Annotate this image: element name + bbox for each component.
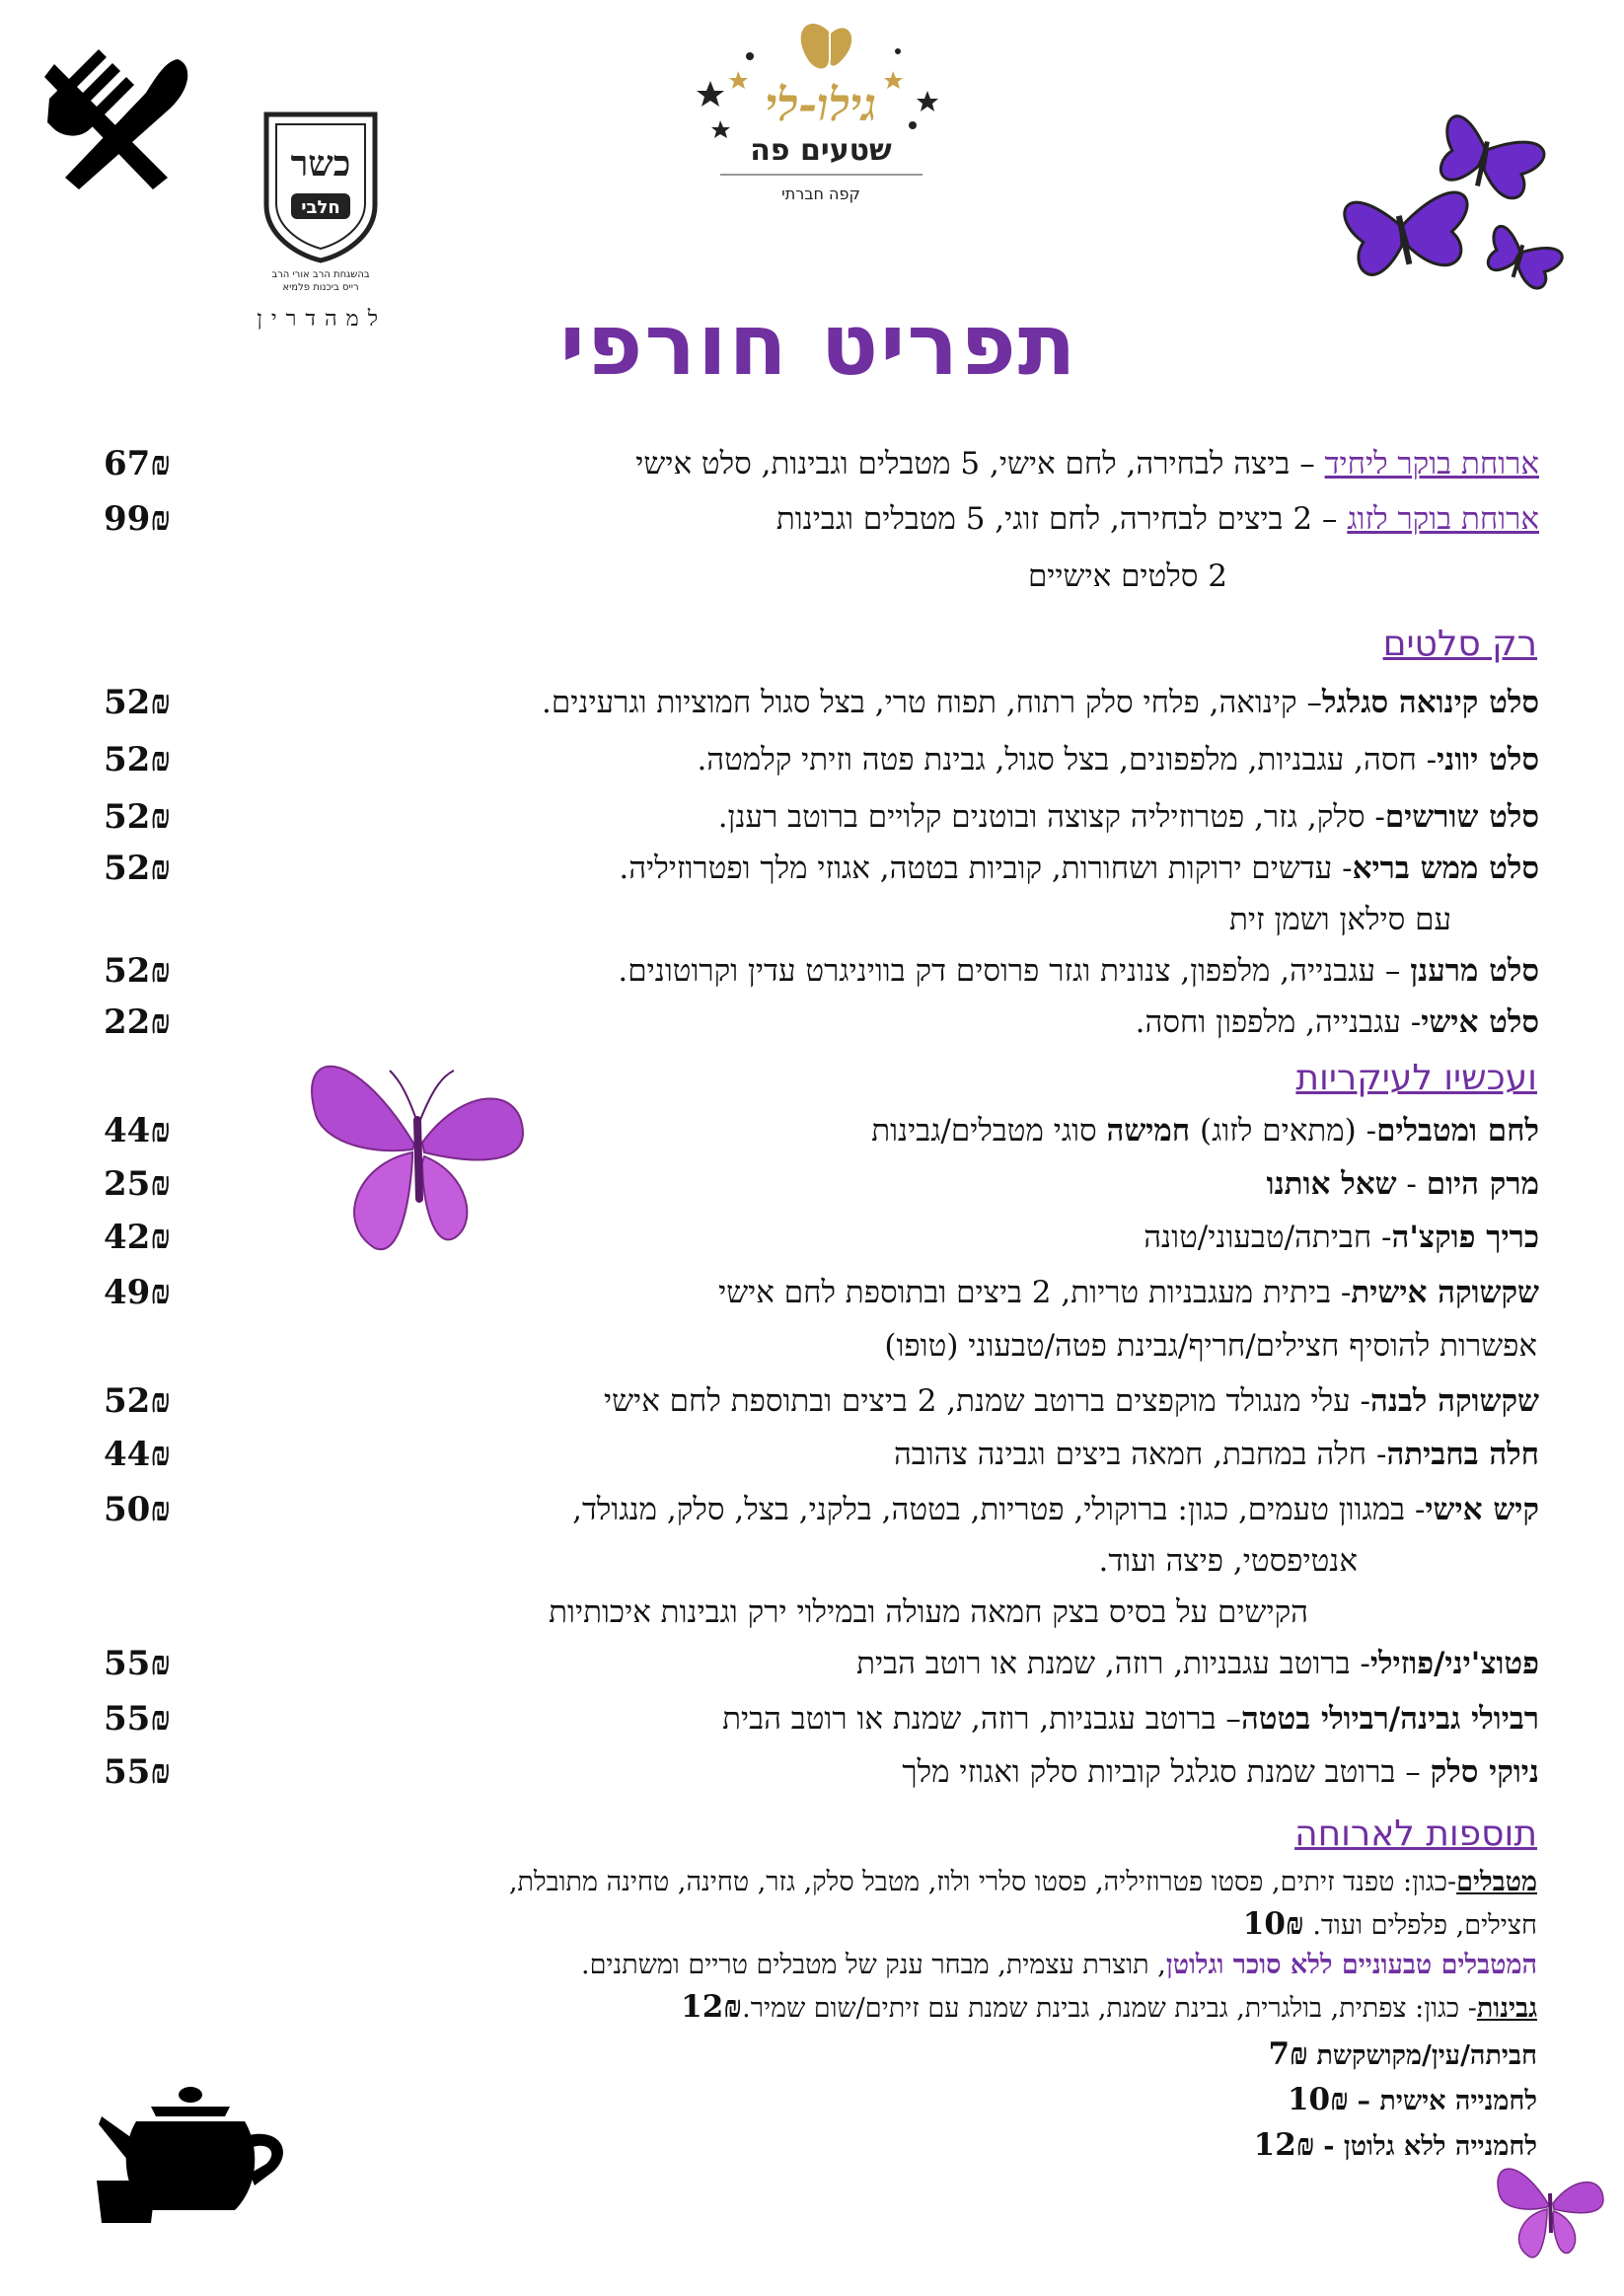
menu-item-breakfast-couple	[59, 497, 1539, 547]
item-continuation: אפשרות להוסיף חצילים/חריף/גבינת פטה/טבעוני (טופו)	[884, 1328, 1537, 1364]
kosher-caption: בהשגחת הרב אורי הרב רייס ביכנות פלמיא	[271, 269, 370, 293]
kosher-badge-icon	[257, 107, 385, 264]
menu-item: סלט ממש בריא- עדשים ירוקות ושחורות, קוביות בטטה, אגוזי מלך ופטרוזיליה. 52₪	[104, 849, 1539, 888]
item-desc: – 2 ביצים לבחירה, לחם זוגי, 5 מטבלים וגבינות	[775, 501, 1348, 537]
item-price: 67₪	[104, 444, 171, 483]
addon-dips-cont: חצילים, פלפלים ועוד. 10₪	[1242, 1906, 1537, 1942]
item-continuation: 2 סלטים אישיים	[1027, 558, 1227, 594]
addon-cheese: גבינות- כגון: צפתית, בולגרית, גבינת שמנת, גבינת שמנת עם זיתים/שום שמיר.12₪	[681, 1989, 1537, 2025]
svg-text:כשר: כשר	[290, 143, 351, 185]
item-continuation: אנטיפסטי, פיצה ועוד.	[1098, 1543, 1358, 1579]
cafe-logo	[691, 12, 952, 209]
menu-item: קיש אישי- במגוון טעמים, כגון: ברוקולי, פטריות, בטטה, בלקני, בצל, סלק, מנגולד, 50₪	[104, 1490, 1539, 1529]
butterflies-icon	[1302, 89, 1588, 316]
fork-knife-icon	[30, 30, 197, 197]
section-title-mains: ועכשיו לעיקריות	[1295, 1058, 1537, 1098]
menu-item: סלט מרענן – עגבנייה, מלפפון, צנונית וגזר פרוסים דק בוויניגרט עדין וקרוטונים. 52₪	[104, 951, 1539, 991]
item-name: ארוחת בוקר ליחיד	[1324, 446, 1539, 481]
item-price: 99₪	[104, 499, 171, 539]
menu-item-breakfast-single	[59, 442, 1539, 491]
addon-gf-roll: לחמנייה ללא גלוטן - 12₪	[1253, 2127, 1537, 2163]
item-desc: – ביצה לבחירה, לחם אישי, 5 מטבלים וגבינות, סלט אישי	[635, 446, 1325, 481]
section-title-addons: תוספות לארוחה	[1294, 1814, 1537, 1854]
addon-roll: לחמנייה אישית – 10₪	[1287, 2082, 1537, 2117]
svg-text:חלבי: חלבי	[301, 197, 340, 218]
menu-item: סלט שורשים- סלק, גזר, פטרוזיליה קצוצה ובוטנים קלויים ברוטב רענן. 52₪	[104, 797, 1539, 837]
menu-item: חלה בחביתה- חלה במחבת, חמאה ביצים וגבינה צהובה 44₪	[104, 1435, 1539, 1474]
svg-text:קפה חברתי: קפה חברתי	[781, 185, 860, 203]
menu-item: כריך פוקצ'ה- חביתה/טבעוני/טונה 42₪	[104, 1218, 1539, 1257]
svg-text:גילו-לי: גילו-לי	[765, 78, 877, 131]
menu-item: סלט אישי- עגבנייה, מלפפון וחסה. 22₪	[104, 1002, 1539, 1042]
svg-text:שטעים פה: שטעים פה	[750, 133, 892, 168]
addon-vegan-note: המטבלים טבעוניים ללא סוכר וגלוטן, תוצרת עצמית, מבחר ענק של מטבלים טריים ומשתנים.	[580, 1950, 1537, 1980]
kosher-signature: למהדרין	[257, 307, 387, 332]
item-note: הקישים על בסיס בצק חמאה מעולה ובמילוי ירק וגבינות איכותיות	[549, 1594, 1308, 1630]
menu-item: שקשוקה לבנה- עלי מנגולד מוקפצים ברוטב שמנת, 2 ביצים ובתוספת לחם אישי 52₪	[104, 1381, 1539, 1421]
menu-item: רביולי גבינה/רביולי בטטה– ברוטב עגבניות, רוזה, שמנת או רוטב הבית 55₪	[104, 1699, 1539, 1739]
addon-omelet: חביתה/עין/מקושקשת 7₪	[1268, 2037, 1537, 2072]
item-name: ארוחת בוקר לזוג	[1347, 501, 1539, 537]
item-continuation: עם סילאן ושמן זית	[1228, 902, 1451, 937]
addon-dips: מטבלים-כגון: טפנד זיתים, פסטו פטרוזיליה, פסטו סלרי ולוז, מטבל סלק, גזר, טחינה, טחינה מתובלת,	[508, 1867, 1537, 1897]
menu-item: מרק היום - שאל אותנו 25₪	[104, 1164, 1539, 1204]
section-title-salads: רק סלטים	[1382, 624, 1537, 664]
menu-item: שקשוקה אישית- ביתית מעגבניות טריות, 2 ביצים ובתוספת לחם אישי 49₪	[104, 1273, 1539, 1312]
menu-item: סלט קינואה סגלגל– קינואה, פלחי סלק רתוח, תפוח טרי, בצל סגול חמוציות וגרעינים. 52₪	[104, 683, 1539, 722]
menu-item: פטוצ'יני/פוזילי- ברוטב עגבניות, רוזה, שמנת או רוטב הבית 55₪	[104, 1644, 1539, 1683]
page-title: תפריט חורפי	[559, 296, 1078, 395]
teapot-icon	[97, 2077, 304, 2225]
menu-item: לחם ומטבלים- (מתאים לזוג) חמישה סוגי מטבלים/גבינות 44₪	[104, 1111, 1539, 1150]
menu-item: סלט יווני- חסה, עגבניות, מלפפונים, בצל סגול, גבינת פטה וזיתי קלמטה. 52₪	[104, 740, 1539, 779]
menu-item: ניוקי סלק – ברוטב שמנת סגלגל קוביות סלק ואגוזי מלך 55₪	[104, 1752, 1539, 1792]
